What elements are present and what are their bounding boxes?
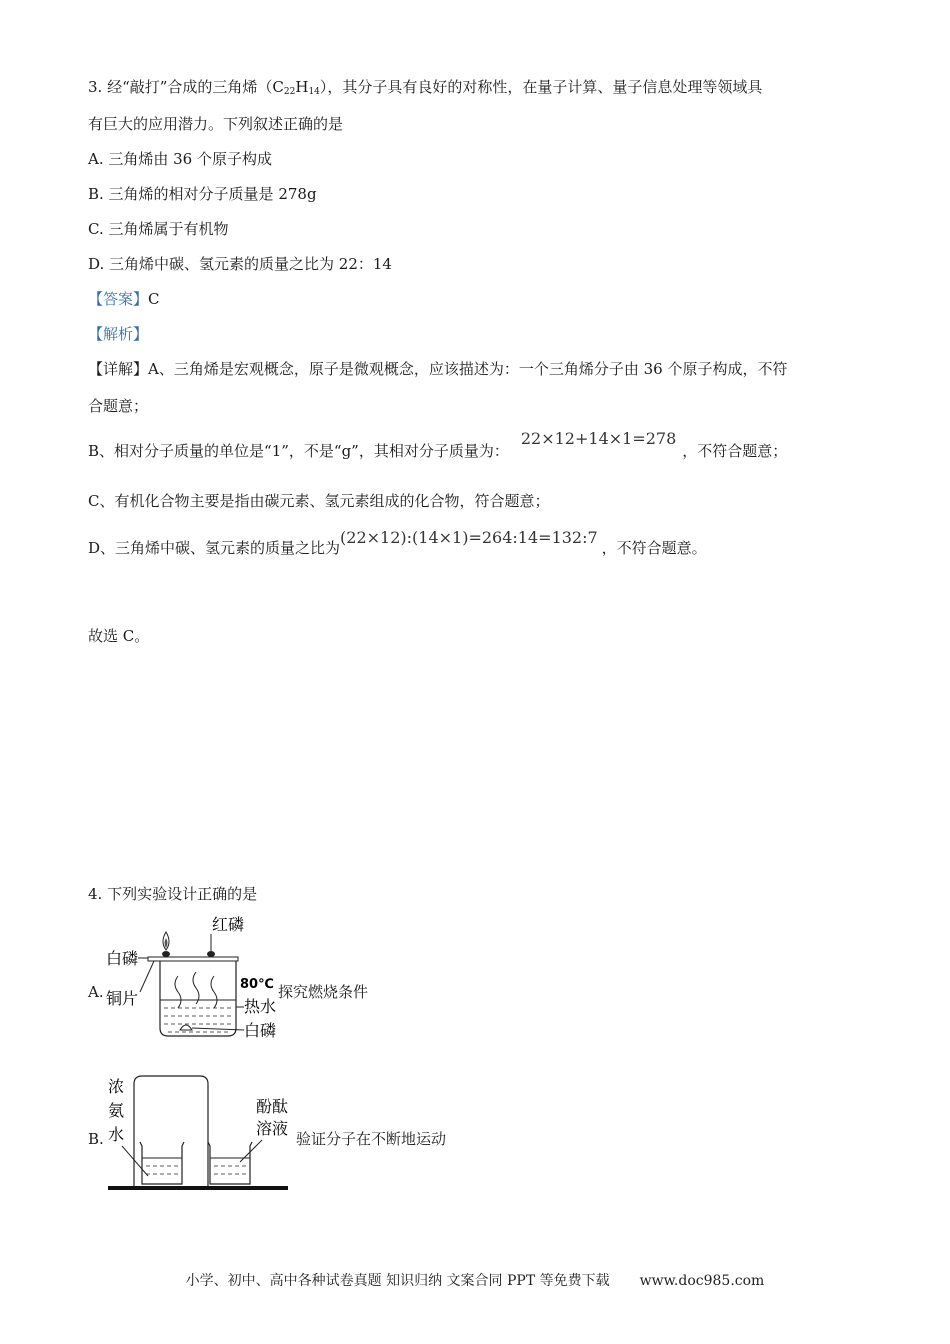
label-temperature: 80℃ — [240, 977, 274, 992]
formula-d: (22×12):(14×1)=264:14=132:7 — [340, 528, 598, 547]
q3-option-d: D. 三角烯中碳、氢元素的质量之比为 22：14 — [88, 255, 392, 273]
q3-detail-a: 【详解】A、三角烯是宏观概念，原子是微观概念，应该描述为：一个三角烯分子由 36 个原子构成，不符 — [88, 360, 788, 378]
q3-stem-line2: 有巨大的应用潜力。下列叙述正确的是 — [88, 115, 344, 133]
q4-option-b-text: 验证分子在不断地运动 — [296, 1130, 447, 1148]
label-white-phosphorus-bottom: 白磷 — [244, 1021, 277, 1040]
label-phenolphthalein-1: 酚酞 — [256, 1097, 289, 1116]
q3-conclusion: 故选 C。 — [88, 627, 150, 645]
q4-stem: 4. 下列实验设计正确的是 — [88, 885, 258, 903]
q3-detail-d: D、三角烯中碳、氢元素的质量之比为(22×12):(14×1)=264:14=132:7，不符合题意。 — [88, 528, 707, 557]
q3-option-c: C. 三角烯属于有机物 — [88, 220, 229, 238]
q3-stem-line1: 3. 经“敲打”合成的三角烯$(C_{22}H_{14})$，其分子具有良好的对称性，在量子计算、量子信息处理等领域具 — [88, 78, 763, 97]
label-hot-water: 热水 — [244, 997, 277, 1016]
q3-analysis-label: 【解析】 — [88, 325, 149, 343]
label-ammonia-2: 氨 — [108, 1101, 125, 1120]
label-ammonia-1: 浓 — [108, 1077, 125, 1096]
figure-combustion-experiment — [104, 912, 277, 1044]
label-phenolphthalein-2: 溶液 — [256, 1119, 289, 1138]
q3-detail-b: B、相对分子质量的单位是“1”，不是“g”，其相对分子质量为：22×12+14×1=278，不符合题意； — [88, 429, 788, 460]
label-red-phosphorus: 红磷 — [212, 915, 245, 934]
footer-url[interactable]: www.doc985.com — [639, 1273, 765, 1289]
q3-detail-a-cont: 合题意； — [88, 397, 149, 415]
label-white-phosphorus-top: 白磷 — [106, 949, 139, 968]
label-ammonia-3: 水 — [108, 1125, 125, 1144]
figure-molecule-motion-experiment — [104, 1072, 294, 1196]
q3-answer: 【答案】C — [88, 290, 160, 308]
q4-option-a-text: 探究燃烧条件 — [278, 983, 369, 1001]
q4-option-a-label: A. — [88, 983, 104, 1001]
footer-text: 小学、初中、高中各种试卷真题 知识归纳 文案合同 PPT 等免费下载 — [185, 1273, 610, 1289]
q3-detail-c: C、有机化合物主要是指由碳元素、氢元素组成的化合物，符合题意； — [88, 492, 550, 510]
q3-option-b: B. 三角烯的相对分子质量是 278g — [88, 185, 317, 203]
page-footer — [0, 1270, 950, 1290]
q3-option-a: A. 三角烯由 36 个原子构成 — [88, 150, 272, 168]
q4-option-b-label: B. — [88, 1130, 104, 1148]
label-copper-sheet: 铜片 — [106, 989, 139, 1008]
formula-b: 22×12+14×1=278 — [520, 429, 677, 448]
